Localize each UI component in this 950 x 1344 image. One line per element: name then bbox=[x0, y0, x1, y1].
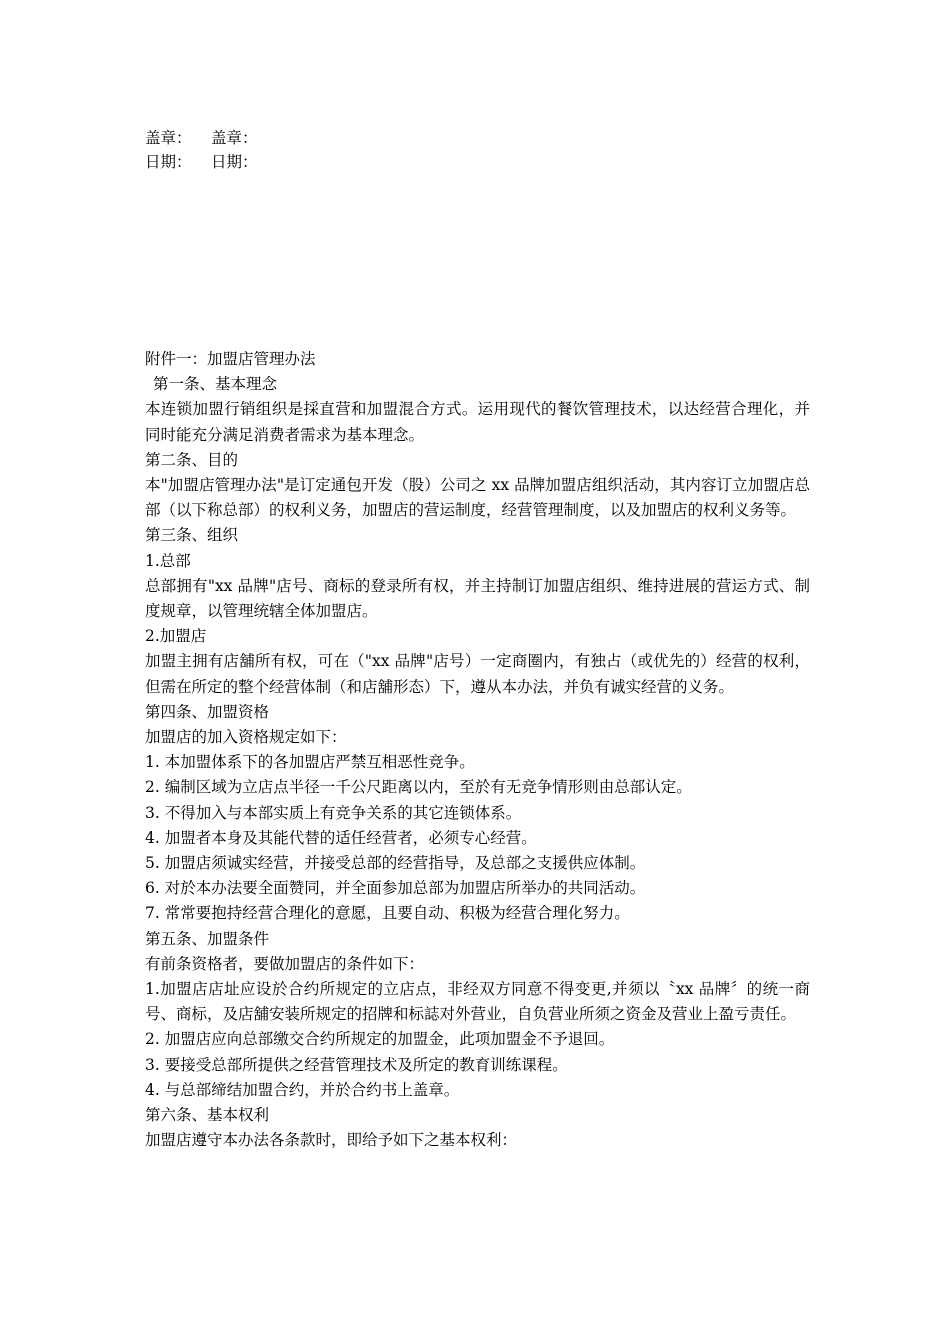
article-3-text-2: 加盟主拥有店舖所有权，可在（"xx 品牌"店号）一定商圈内，有独占（或优先的）经营的权利，但需在所定的整个经营体制（和店舖形态）下，遵从本办法，并负有诚实经营的义务。 bbox=[145, 652, 810, 696]
annex-body bbox=[145, 347, 810, 1154]
article-3-sub-2: 2.加盟店 bbox=[145, 627, 207, 646]
seal-label-party-b: 盖章： bbox=[211, 129, 258, 147]
article-4-item-1: 1. 本加盟体系下的各加盟店严禁互相恶性竞争。 bbox=[145, 753, 475, 772]
signature-row-date bbox=[145, 150, 258, 174]
article-4-item-7: 7. 常常要抱持经营合理化的意愿，且要自动、积极为经营合理化努力。 bbox=[145, 904, 630, 923]
article-5-item-2: 2. 加盟店应向总部缴交合约所规定的加盟金，此项加盟金不予退回。 bbox=[145, 1030, 615, 1049]
seal-label-party-a: 盖章： bbox=[145, 129, 192, 147]
article-3-sub-1: 1.总部 bbox=[145, 551, 191, 570]
article-4-heading: 第四条、加盟资格 bbox=[145, 702, 270, 721]
article-6-intro: 加盟店遵守本办法各条款时，即给予如下之基本权利： bbox=[145, 1131, 518, 1150]
article-5-item-3: 3. 要接受总部所提供之经营管理技术及所定的教育训练课程。 bbox=[145, 1055, 568, 1074]
article-5-heading: 第五条、加盟条件 bbox=[145, 929, 270, 948]
article-3-text-1: 总部拥有"xx 品牌"店号、商标的登录所有权，并主持制订加盟店组织、维持进展的营运方式、制度规章，以管理统辖全体加盟店。 bbox=[145, 576, 810, 621]
article-3-heading: 第三条、组织 bbox=[145, 526, 239, 545]
article-5-item-4: 4. 与总部缔结加盟合约，并於合约书上盖章。 bbox=[145, 1080, 460, 1099]
article-4-intro: 加盟店的加入资格规定如下： bbox=[145, 728, 347, 747]
date-label-party-a: 日期： bbox=[145, 153, 192, 171]
article-5-intro: 有前条资格者，要做加盟店的条件如下： bbox=[145, 954, 425, 973]
article-1-text: 本连锁加盟行销组织是採直营和加盟混合方式。运用现代的餐饮管理技术，以达经营合理化，并同时能充分满足消费者需求为基本理念。 bbox=[145, 400, 810, 444]
date-label-party-b: 日期： bbox=[211, 153, 258, 171]
article-4-item-5: 5. 加盟店须诚实经营，并接受总部的经营指导，及总部之支援供应体制。 bbox=[145, 854, 646, 873]
article-2-text: 本"加盟店管理办法"是订定通包开发（股）公司之 xx 品牌加盟店组织活动，其内容订立加盟店总部（以下称总部）的权利义务，加盟店的营运制度，经营管理制度，以及加盟店的权利义务等。 bbox=[145, 476, 810, 520]
annex-title: 附件一：加盟店管理办法 bbox=[145, 350, 316, 368]
article-5-item-1: 1.加盟店店址应设於合约所规定的立店点，非经双方同意不得变更,并须以〝xx 品牌〞的统一商号、商标，及店舖安装所规定的招牌和标誌对外营业，自负营业所须之资金及营业上盈亏责任。 bbox=[145, 980, 810, 1024]
article-6-heading: 第六条、基本权利 bbox=[145, 1106, 270, 1125]
article-1-heading: 第一条、基本理念 bbox=[153, 375, 278, 394]
article-4-item-6: 6. 对於本办法要全面赞同，并全面参加总部为加盟店所举办的共同活动。 bbox=[145, 879, 646, 898]
article-4-item-4: 4. 加盟者本身及其能代替的适任经营者，必须专心经营。 bbox=[145, 828, 537, 847]
article-2-heading: 第二条、目的 bbox=[145, 450, 239, 469]
article-4-item-3: 3. 不得加入与本部实质上有竞争关系的其它连锁体系。 bbox=[145, 803, 522, 822]
signature-row-seal bbox=[145, 126, 258, 150]
article-4-item-2: 2. 编制区域为立店点半径一千公尺距离以内，至於有无竞争情形则由总部认定。 bbox=[145, 778, 692, 797]
